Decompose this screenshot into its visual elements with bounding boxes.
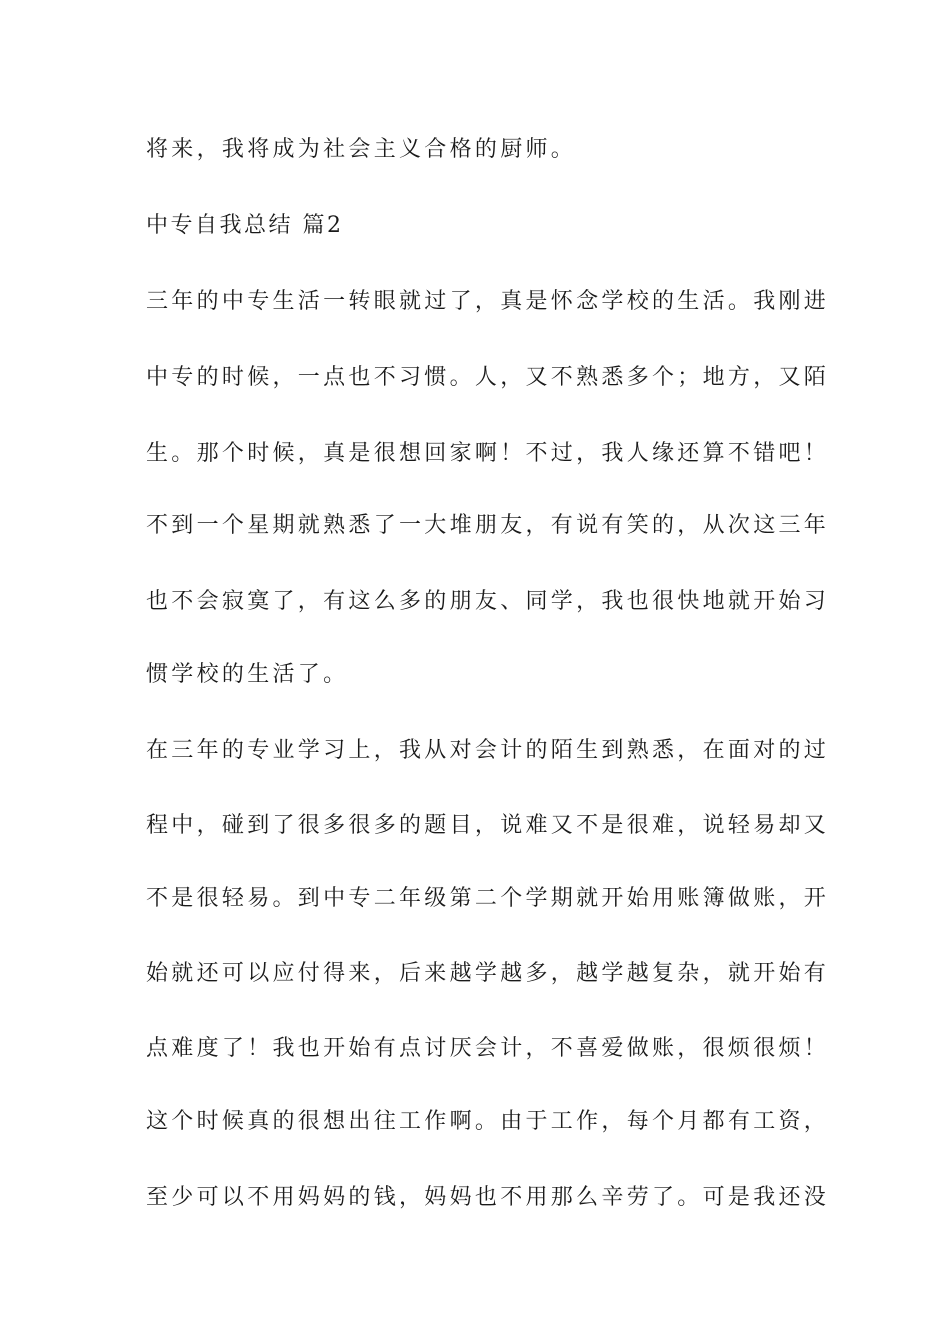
text-line: 始就还可以应付得来，后来越学越多，越学越复杂，就开始有 xyxy=(146,961,830,986)
section-heading: 中专自我总结 篇2 xyxy=(146,213,344,238)
text-line: 这个时候真的很想出往工作啊。由于工作，每个月都有工资， xyxy=(146,1109,830,1134)
text-line: 至少可以不用妈妈的钱，妈妈也不用那么辛劳了。可是我还没 xyxy=(146,1185,830,1210)
text-line: 生。那个时候，真是很想回家啊！不过，我人缘还算不错吧！ xyxy=(146,441,830,466)
text-line: 在三年的专业学习上，我从对会计的陌生到熟悉，在面对的过 xyxy=(146,738,830,763)
text-line: 惯学校的生活了。 xyxy=(146,662,349,687)
text-line: 程中，碰到了很多很多的题目，说难又不是很难，说轻易却又 xyxy=(146,813,830,838)
text-line: 也不会寂寞了，有这么多的朋友、同学，我也很快地就开始习 xyxy=(146,589,830,614)
text-line: 不到一个星期就熟悉了一大堆朋友，有说有笑的，从次这三年 xyxy=(146,513,830,538)
text-line: 不是很轻易。到中专二年级第二个学期就开始用账簿做账，开 xyxy=(146,886,830,911)
text-line: 点难度了！我也开始有点讨厌会计，不喜爱做账，很烦很烦！ xyxy=(146,1036,830,1061)
text-line: 中专的时候，一点也不习惯。人，又不熟悉多个；地方，又陌 xyxy=(146,365,830,390)
text-line: 将来，我将成为社会主义合格的厨师。 xyxy=(146,137,577,162)
text-line: 三年的中专生活一转眼就过了，真是怀念学校的生活。我刚进 xyxy=(146,289,830,314)
